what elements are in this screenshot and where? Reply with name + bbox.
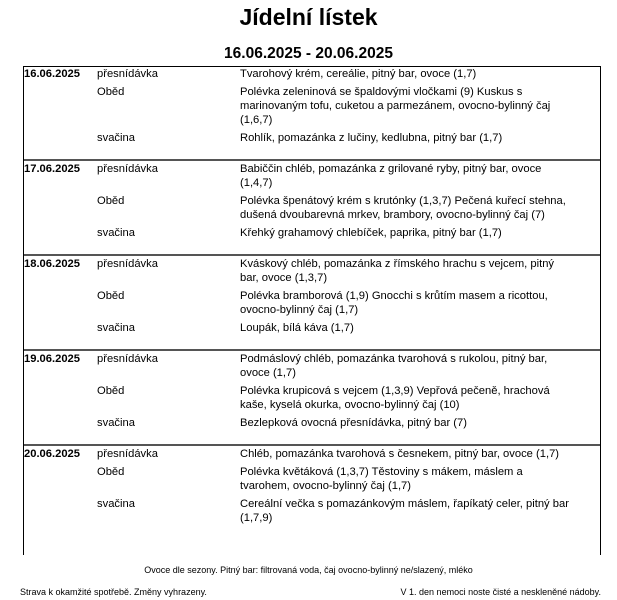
meal-row xyxy=(24,321,600,339)
meal-description: Chléb, pomazánka tvarohová s česnekem, pitný bar, ovoce (1,7) xyxy=(240,448,560,460)
meal-row xyxy=(24,416,600,434)
day-block xyxy=(24,446,600,539)
meal-row xyxy=(24,352,600,384)
meal-row xyxy=(24,384,600,416)
meal-type: svačina xyxy=(97,132,135,144)
day-block xyxy=(24,67,600,161)
footer-right: V 1. den nemoci noste čisté a neskleněné nádoby. xyxy=(400,587,601,597)
meal-type: přesnídávka xyxy=(97,353,158,365)
meal-description: Tvarohový krém, cereálie, pitný bar, ovoce (1,7) xyxy=(240,68,477,80)
meal-row xyxy=(24,465,600,497)
day-date: 16.06.2025 xyxy=(24,68,80,80)
day-block xyxy=(24,161,600,256)
meal-type: svačina xyxy=(97,227,135,239)
meal-row xyxy=(24,162,600,194)
meal-type: Oběd xyxy=(97,466,125,478)
meal-type: přesnídávka xyxy=(97,163,158,175)
meal-description: Cereální večka s pomazánkovým máslem, řapíkatý celer, pitný bar (1,7,9) xyxy=(240,498,569,524)
meal-description: Křehký grahamový chlebíček, paprika, pitný bar (1,7) xyxy=(240,227,502,239)
meal-description: Babiččin chléb, pomazánka z grilované ryby, pitný bar, ovoce (1,4,7) xyxy=(240,163,542,189)
meal-row xyxy=(24,289,600,321)
day-date: 18.06.2025 xyxy=(24,258,80,270)
meal-type: svačina xyxy=(97,322,135,334)
meal-type: přesnídávka xyxy=(97,68,158,80)
meal-row xyxy=(24,497,600,529)
page-title: Jídelní lístek xyxy=(239,4,378,30)
meal-description: Podmáslový chléb, pomazánka tvarohová s rukolou, pitný bar, ovoce (1,7) xyxy=(240,353,548,379)
meal-row xyxy=(24,85,600,131)
meal-type: Oběd xyxy=(97,290,125,302)
meal-row xyxy=(24,131,600,149)
date-range: 16.06.2025 - 20.06.2025 xyxy=(224,45,393,62)
footer-note: Ovoce dle sezony. Pitný bar: filtrovaná voda, čaj ovocno-bylinný ne/slazený, mléko xyxy=(144,565,473,575)
meal-description: Bezlepková ovocná přesnídávka, pitný bar (7) xyxy=(240,417,467,429)
meal-description: Polévka bramborová (1,9) Gnocchi s krůtím masem a ricottou, ovocno-bylinný čaj (1,7) xyxy=(240,290,548,316)
meal-type: svačina xyxy=(97,417,135,429)
meal-description: Polévka zeleninová se špaldovými vločkami (9) Kuskus s marinovaným tofu, cuketou a parmezánem, ovocno-bylinný čaj (1,6,7) xyxy=(240,86,551,126)
meal-description: Polévka krupicová s vejcem (1,3,9) Vepřová pečeně, hrachová kaše, kyselá okurka, ovocno-bylinný čaj (10) xyxy=(240,385,550,411)
meal-description: Rohlík, pomazánka z lučiny, kedlubna, pitný bar (1,7) xyxy=(240,132,503,144)
meal-description: Polévka květáková (1,3,7) Těstoviny s mákem, máslem a tvarohem, ovocno-bylinný čaj (1,7) xyxy=(240,466,523,492)
meal-row xyxy=(24,194,600,226)
meal-type: Oběd xyxy=(97,385,125,397)
meal-row xyxy=(24,447,600,465)
menu-table xyxy=(23,66,601,555)
footer-left: Strava k okamžité spotřebě. Změny vyhrazeny. xyxy=(20,587,207,597)
day-block xyxy=(24,351,600,446)
day-date: 20.06.2025 xyxy=(24,448,80,460)
meal-row xyxy=(24,226,600,244)
meal-type: Oběd xyxy=(97,86,125,98)
day-block xyxy=(24,256,600,351)
meal-type: Oběd xyxy=(97,195,125,207)
meal-description: Kváskový chléb, pomazánka z římského hrachu s vejcem, pitný bar, ovoce (1,3,7) xyxy=(240,258,555,284)
meal-row xyxy=(24,67,600,85)
meal-type: svačina xyxy=(97,498,135,510)
day-date: 19.06.2025 xyxy=(24,353,80,365)
day-date: 17.06.2025 xyxy=(24,163,80,175)
meal-type: přesnídávka xyxy=(97,448,158,460)
meal-type: přesnídávka xyxy=(97,258,158,270)
meal-row xyxy=(24,257,600,289)
meal-description: Loupák, bílá káva (1,7) xyxy=(240,322,354,334)
meal-description: Polévka špenátový krém s krutónky (1,3,7) Pečená kuřecí stehna, dušená dvoubarevná mrkev, brambory, ovocno-bylinný čaj (7) xyxy=(240,195,566,221)
